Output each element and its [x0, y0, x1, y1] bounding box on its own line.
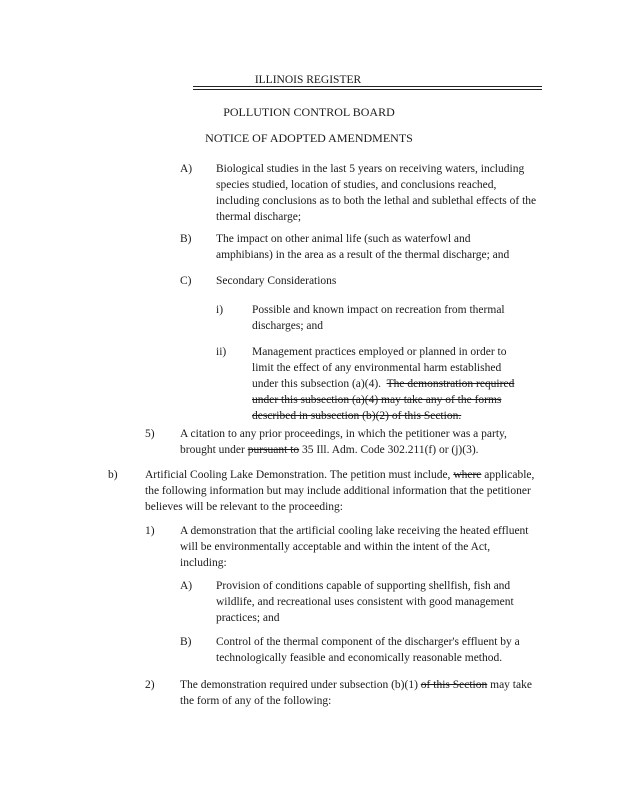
paragraph: A demonstration that the artificial cooling lake receiving the heated effluent will be environmentally acceptable and within the intent of the Act, including:	[180, 525, 529, 570]
item-label: 1)	[145, 525, 155, 537]
paragraph-text: 35 Ill. Adm. Code 302.211(f) or (j)(3).	[302, 444, 479, 457]
item-label: ii)	[216, 346, 227, 358]
paragraph-text: may take the form of any of the following:	[180, 679, 532, 708]
item-label: 5)	[145, 428, 155, 440]
paragraph-text: A citation to any prior proceedings, in which the petitioner was a party, brought under	[180, 428, 507, 457]
item-label: 2)	[145, 679, 155, 691]
notice-title: NOTICE OF ADOPTED AMENDMENTS	[205, 131, 413, 145]
item-label: C)	[180, 275, 192, 287]
header-rule-bottom	[193, 89, 542, 90]
paragraph: Secondary Considerations	[216, 275, 337, 287]
paragraph: Provision of conditions capable of supporting shellfish, fish and wildlife, and recreational uses consistent with good management practices; and	[216, 580, 514, 625]
paragraph-text: Management practices employed or planned in order to limit the effect of any environmental harm established under this subsection (a)(4).	[252, 346, 507, 391]
board-title: POLLUTION CONTROL BOARD	[223, 105, 395, 119]
struck-text: where	[453, 469, 482, 481]
paragraph	[180, 426, 538, 458]
paragraph	[180, 677, 532, 709]
item-label: i)	[216, 304, 224, 316]
paragraph-text: The demonstration required under subsection (b)(1)	[180, 679, 418, 691]
paragraph: Biological studies in the last 5 years on receiving waters, including species studied, location of studies, and conclusions reached, including conclusions as to both the lethal and sublethal effects of the thermal discharge;	[216, 163, 537, 224]
paragraph: The impact on other animal life (such as waterfowl and amphibians) in the area as a result of the thermal discharge; and	[216, 233, 510, 262]
paragraph-text: Artificial Cooling Lake Demonstration. The petition must include,	[145, 469, 451, 481]
struck-text: The demonstration required under this subsection (a)(4) may take any of the forms described in subsection (b)(2) of this Section.	[252, 378, 515, 423]
struck-text: of this Section	[420, 679, 488, 691]
item-label: A)	[180, 163, 193, 175]
paragraph: Possible and known impact on recreation from thermal discharges; and	[252, 304, 505, 333]
struck-text: pursuant to	[247, 444, 300, 457]
paragraph	[252, 344, 524, 424]
item-label: B)	[180, 233, 192, 245]
paragraph	[145, 467, 542, 515]
paragraph: Control of the thermal component of the discharger's effluent by a technologically feasible and economically reasonable method.	[216, 636, 520, 665]
register-title: ILLINOIS REGISTER	[254, 74, 362, 86]
item-label: A)	[180, 580, 193, 592]
item-label: B)	[180, 636, 192, 648]
item-label: b)	[108, 469, 118, 481]
header-rule-top	[193, 86, 542, 87]
paragraph-text: applicable, the following information but may include additional information that the petitioner believes will be relevant to the proceeding:	[145, 469, 535, 514]
